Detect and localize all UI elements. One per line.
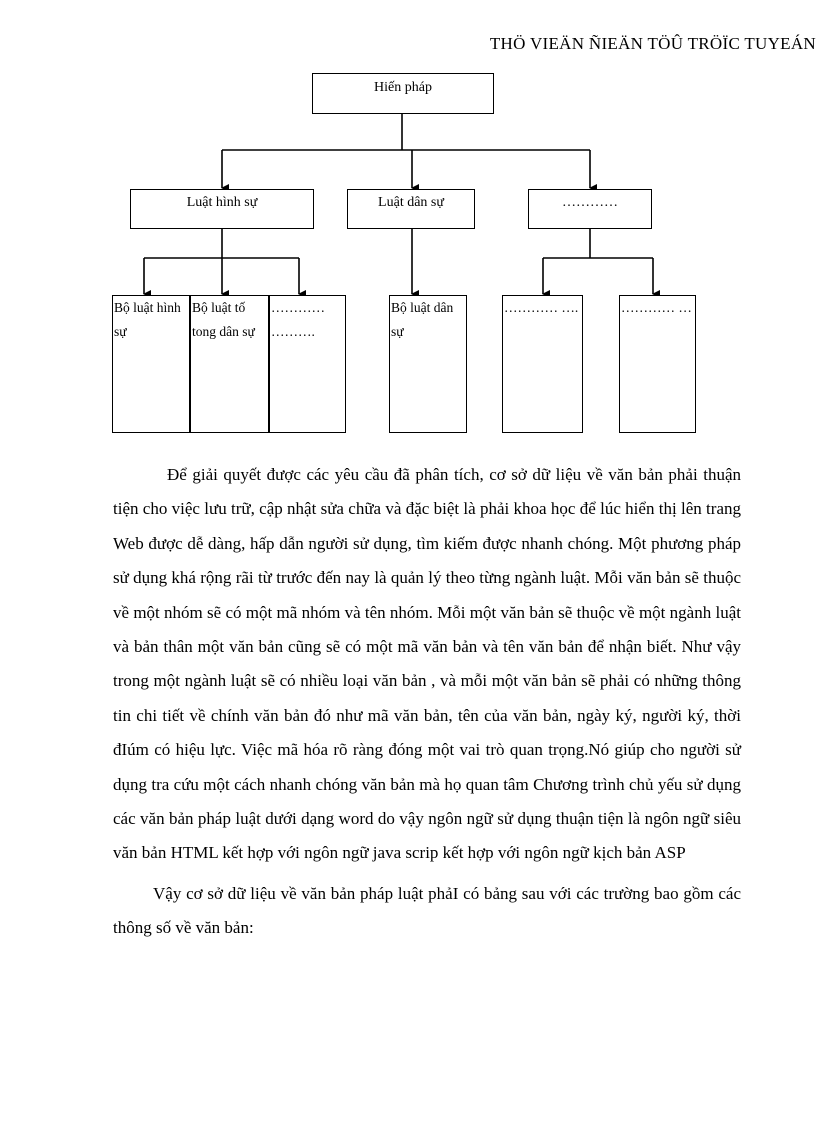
node-luat-dan-su: Luật dân sự — [347, 189, 475, 229]
body-text — [113, 458, 741, 946]
leaf-hinh-su-other: ………… ………. — [269, 295, 346, 433]
node-level1-other: ………… — [528, 189, 652, 229]
leaf-bo-luat-dan-su: Bộ luật dân sự — [389, 295, 467, 433]
law-hierarchy-diagram — [0, 0, 816, 450]
node-luat-hinh-su: Luật hình sự — [130, 189, 314, 229]
page-header-title: THÖ VIEÄN ÑIEÄN TÖÛ TRÖÏC TUYEÁN — [489, 34, 816, 53]
leaf-other-2: ………… … — [619, 295, 696, 433]
paragraph-2: Vậy cơ sở dữ liệu về văn bản pháp luật phảI có bảng sau với các trường bao gồm các thông số về văn bản: — [113, 883, 741, 938]
leaf-other-1: ………… …. — [502, 295, 583, 433]
leaf-bo-luat-hinh-su: Bộ luật hình sự — [112, 295, 190, 433]
node-hien-phap: Hiến pháp — [312, 73, 494, 114]
paragraph-1: Để giải quyết được các yêu cầu đã phân tích, cơ sở dữ liệu về văn bản phải thuận tiện cho việc lưu trữ, cập nhật sửa chữa và đặc biệt là phải khoa học để lúc hiển thị lên trang Web được dễ dàng, hấp dẫn người sử dụng, tìm kiếm được nhanh chóng. Một phương pháp sử dụng khá rộng rãi từ trước đến nay là quản lý theo từng ngành luật. Mỗi văn bản sẽ thuộc về một nhóm sẽ có một mã nhóm và tên nhóm. Mỗi một văn bản sẽ thuộc về một ngành luật và bản thân một văn bản cũng sẽ có một mã văn bản và tên văn bản để nhận biết. Như vậy trong một ngành luật sẽ có nhiều loại văn bản , và mỗi một văn bản sẽ phải có những thông tin chi tiết về chính văn bản đó như mã văn bản, tên của văn bản, ngày ký, người ký, thời đIúm có hiệu lực. Việc mã hóa rõ ràng đóng một vai trò quan trọng.Nó giúp cho người sử dụng tra cứu một cách nhanh chóng văn bản mà họ quan tâm Chương trình chủ yếu sử dụng các văn bản pháp luật dưới dạng word do vậy ngôn ngữ sử dụng thuận tiện là ngôn ngữ siêu văn bản HTML kết hợp với ngôn ngữ java scrip kết hợp với ngôn ngữ kịch bản ASP — [113, 465, 741, 863]
leaf-bo-luat-to-tung-dan-su: Bộ luật tố tong dân sự — [190, 295, 269, 433]
